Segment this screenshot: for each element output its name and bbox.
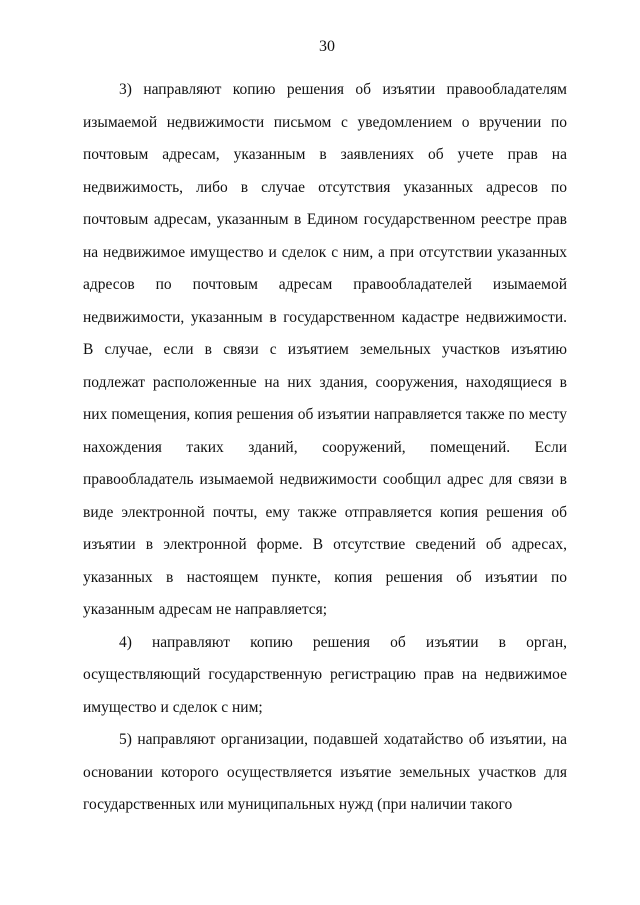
paragraph-item-3: 3) направляют копию решения об изъятии правообладателям изымаемой недвижимости письмом с уведомлением о вручении по почтовым адресам, указанным в заявлениях об учете прав на недвижимость, либо в случае отсутствия указанных адресов по почтовым адресам, указанным в Едином государственном реестре прав на недвижимое имущество и сделок с ним, а при отсутствии указанных адресов по почтовым адресам правообладателей изымаемой недвижимости, указанным в государственном кадастре недвижимости. В случае, если в связи с изъятием земельных участков изъятию подлежат расположенные на них здания, сооружения, находящиеся в них помещения, копия решения об изъятии направляется также по месту нахождения таких зданий, сооружений, помещений. Если правообладатель изымаемой недвижимости сообщил адрес для связи в виде электронной почты, ему также отправляется копия решения об изъятии в электронной форме. В отсутствие сведений об адресах, указанных в настоящем пункте, копия решения об изъятии по указанным адресам не направляется; (83, 81, 567, 618)
paragraph-item-5: 5) направляют организации, подавшей ходатайство об изъятии, на основании которого осуществляется изъятие земельных участков для государственных или муниципальных нужд (при наличии такого (83, 731, 567, 813)
paragraph-item-4: 4) направляют копию решения об изъятии в орган, осуществляющий государственную регистрацию прав на недвижимое имущество и сделок с ним; (83, 633, 567, 716)
document-body (83, 74, 567, 822)
page-number: 30 (319, 38, 335, 55)
